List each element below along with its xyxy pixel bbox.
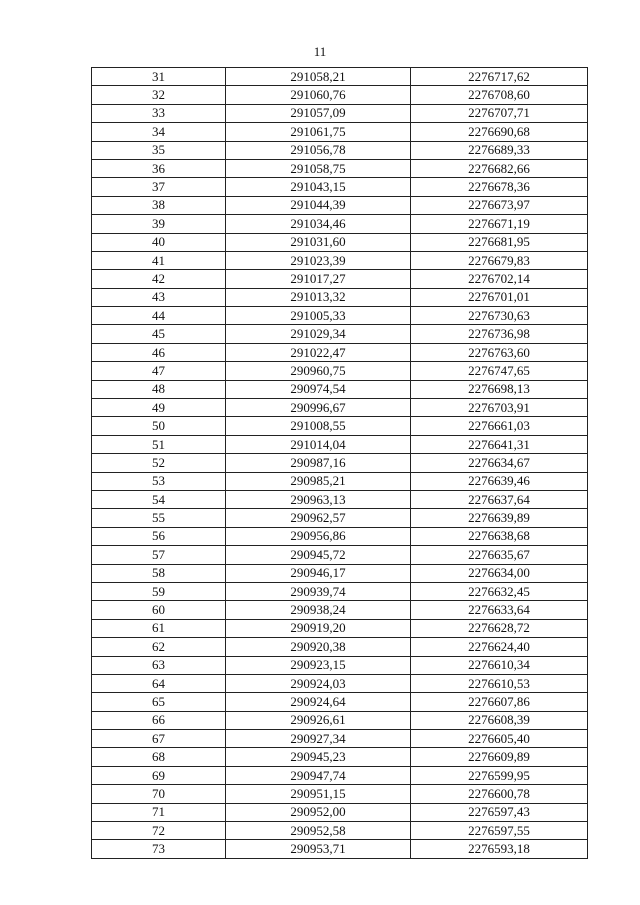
page-number: 11 <box>313 44 327 59</box>
table-row <box>92 196 588 214</box>
y-coordinate-cell: 2276679,83 <box>411 251 588 269</box>
y-coordinate-cell: 2276698,13 <box>411 380 588 398</box>
x-coordinate-cell: 291023,39 <box>226 251 411 269</box>
point-number-cell: 42 <box>92 270 226 288</box>
y-coordinate-cell: 2276701,01 <box>411 288 588 306</box>
point-number-cell: 38 <box>92 196 226 214</box>
x-coordinate-cell: 290960,75 <box>226 362 411 380</box>
x-coordinate-cell: 290923,15 <box>226 656 411 674</box>
table-row <box>92 638 588 656</box>
y-coordinate-cell: 2276634,00 <box>411 564 588 582</box>
table-row <box>92 546 588 564</box>
table-row <box>92 178 588 196</box>
y-coordinate-cell: 2276609,89 <box>411 748 588 766</box>
y-coordinate-cell: 2276597,43 <box>411 803 588 821</box>
x-coordinate-cell: 290947,74 <box>226 766 411 784</box>
table-row <box>92 564 588 582</box>
point-number-cell: 39 <box>92 215 226 233</box>
point-number-cell: 40 <box>92 233 226 251</box>
point-number-cell: 46 <box>92 343 226 361</box>
y-coordinate-cell: 2276641,31 <box>411 435 588 453</box>
x-coordinate-cell: 291031,60 <box>226 233 411 251</box>
table-row <box>92 380 588 398</box>
y-coordinate-cell: 2276703,91 <box>411 399 588 417</box>
y-coordinate-cell: 2276633,64 <box>411 601 588 619</box>
x-coordinate-cell: 290953,71 <box>226 840 411 858</box>
point-number-cell: 69 <box>92 766 226 784</box>
table-row <box>92 417 588 435</box>
y-coordinate-cell: 2276638,68 <box>411 527 588 545</box>
table-row <box>92 288 588 306</box>
y-coordinate-cell: 2276608,39 <box>411 711 588 729</box>
y-coordinate-cell: 2276637,64 <box>411 490 588 508</box>
y-coordinate-cell: 2276682,66 <box>411 159 588 177</box>
point-number-cell: 41 <box>92 251 226 269</box>
point-number-cell: 51 <box>92 435 226 453</box>
point-number-cell: 32 <box>92 86 226 104</box>
y-coordinate-cell: 2276600,78 <box>411 785 588 803</box>
table-row <box>92 307 588 325</box>
x-coordinate-cell: 291022,47 <box>226 343 411 361</box>
point-number-cell: 33 <box>92 104 226 122</box>
x-coordinate-cell: 290946,17 <box>226 564 411 582</box>
x-coordinate-cell: 290974,54 <box>226 380 411 398</box>
y-coordinate-cell: 2276730,63 <box>411 307 588 325</box>
table-row <box>92 711 588 729</box>
y-coordinate-cell: 2276605,40 <box>411 730 588 748</box>
x-coordinate-cell: 290951,15 <box>226 785 411 803</box>
point-number-cell: 70 <box>92 785 226 803</box>
x-coordinate-cell: 291017,27 <box>226 270 411 288</box>
table-row <box>92 141 588 159</box>
y-coordinate-cell: 2276628,72 <box>411 619 588 637</box>
y-coordinate-cell: 2276661,03 <box>411 417 588 435</box>
y-coordinate-cell: 2276597,55 <box>411 822 588 840</box>
coordinates-table <box>91 67 588 859</box>
x-coordinate-cell: 291014,04 <box>226 435 411 453</box>
x-coordinate-cell: 291044,39 <box>226 196 411 214</box>
x-coordinate-cell: 290920,38 <box>226 638 411 656</box>
table-row <box>92 601 588 619</box>
table-row <box>92 822 588 840</box>
point-number-cell: 52 <box>92 454 226 472</box>
y-coordinate-cell: 2276610,53 <box>411 674 588 692</box>
x-coordinate-cell: 290963,13 <box>226 490 411 508</box>
point-number-cell: 55 <box>92 509 226 527</box>
x-coordinate-cell: 291056,78 <box>226 141 411 159</box>
point-number-cell: 61 <box>92 619 226 637</box>
table-row <box>92 582 588 600</box>
point-number-cell: 57 <box>92 546 226 564</box>
x-coordinate-cell: 290924,64 <box>226 693 411 711</box>
point-number-cell: 31 <box>92 68 226 86</box>
table-row <box>92 454 588 472</box>
x-coordinate-cell: 290938,24 <box>226 601 411 619</box>
point-number-cell: 53 <box>92 472 226 490</box>
y-coordinate-cell: 2276747,65 <box>411 362 588 380</box>
point-number-cell: 50 <box>92 417 226 435</box>
x-coordinate-cell: 291013,32 <box>226 288 411 306</box>
point-number-cell: 67 <box>92 730 226 748</box>
y-coordinate-cell: 2276763,60 <box>411 343 588 361</box>
y-coordinate-cell: 2276717,62 <box>411 68 588 86</box>
point-number-cell: 66 <box>92 711 226 729</box>
x-coordinate-cell: 290939,74 <box>226 582 411 600</box>
table-row <box>92 840 588 858</box>
y-coordinate-cell: 2276681,95 <box>411 233 588 251</box>
point-number-cell: 68 <box>92 748 226 766</box>
y-coordinate-cell: 2276673,97 <box>411 196 588 214</box>
point-number-cell: 47 <box>92 362 226 380</box>
x-coordinate-cell: 290987,16 <box>226 454 411 472</box>
table-row <box>92 490 588 508</box>
table-row <box>92 730 588 748</box>
x-coordinate-cell: 290924,03 <box>226 674 411 692</box>
point-number-cell: 54 <box>92 490 226 508</box>
table-row <box>92 399 588 417</box>
x-coordinate-cell: 290926,61 <box>226 711 411 729</box>
y-coordinate-cell: 2276634,67 <box>411 454 588 472</box>
table-row <box>92 270 588 288</box>
x-coordinate-cell: 290996,67 <box>226 399 411 417</box>
point-number-cell: 34 <box>92 123 226 141</box>
coordinates-table-body <box>92 68 588 859</box>
point-number-cell: 44 <box>92 307 226 325</box>
x-coordinate-cell: 290952,58 <box>226 822 411 840</box>
y-coordinate-cell: 2276599,95 <box>411 766 588 784</box>
table-row <box>92 435 588 453</box>
table-row <box>92 68 588 86</box>
x-coordinate-cell: 291043,15 <box>226 178 411 196</box>
table-row <box>92 803 588 821</box>
y-coordinate-cell: 2276639,46 <box>411 472 588 490</box>
x-coordinate-cell: 291029,34 <box>226 325 411 343</box>
x-coordinate-cell: 291008,55 <box>226 417 411 435</box>
x-coordinate-cell: 291061,75 <box>226 123 411 141</box>
table-row <box>92 527 588 545</box>
point-number-cell: 58 <box>92 564 226 582</box>
table-row <box>92 766 588 784</box>
point-number-cell: 59 <box>92 582 226 600</box>
table-row <box>92 159 588 177</box>
y-coordinate-cell: 2276708,60 <box>411 86 588 104</box>
point-number-cell: 56 <box>92 527 226 545</box>
y-coordinate-cell: 2276624,40 <box>411 638 588 656</box>
table-row <box>92 86 588 104</box>
y-coordinate-cell: 2276678,36 <box>411 178 588 196</box>
table-row <box>92 233 588 251</box>
point-number-cell: 45 <box>92 325 226 343</box>
x-coordinate-cell: 290927,34 <box>226 730 411 748</box>
x-coordinate-cell: 291034,46 <box>226 215 411 233</box>
x-coordinate-cell: 290985,21 <box>226 472 411 490</box>
point-number-cell: 43 <box>92 288 226 306</box>
x-coordinate-cell: 291005,33 <box>226 307 411 325</box>
table-row <box>92 123 588 141</box>
y-coordinate-cell: 2276593,18 <box>411 840 588 858</box>
point-number-cell: 37 <box>92 178 226 196</box>
x-coordinate-cell: 290952,00 <box>226 803 411 821</box>
table-row <box>92 619 588 637</box>
x-coordinate-cell: 290962,57 <box>226 509 411 527</box>
y-coordinate-cell: 2276635,67 <box>411 546 588 564</box>
y-coordinate-cell: 2276690,68 <box>411 123 588 141</box>
point-number-cell: 36 <box>92 159 226 177</box>
x-coordinate-cell: 290945,23 <box>226 748 411 766</box>
table-row <box>92 362 588 380</box>
table-row <box>92 215 588 233</box>
x-coordinate-cell: 291058,21 <box>226 68 411 86</box>
point-number-cell: 71 <box>92 803 226 821</box>
table-row <box>92 509 588 527</box>
y-coordinate-cell: 2276736,98 <box>411 325 588 343</box>
x-coordinate-cell: 290956,86 <box>226 527 411 545</box>
table-row <box>92 325 588 343</box>
y-coordinate-cell: 2276632,45 <box>411 582 588 600</box>
point-number-cell: 35 <box>92 141 226 159</box>
table-row <box>92 748 588 766</box>
point-number-cell: 49 <box>92 399 226 417</box>
x-coordinate-cell: 291057,09 <box>226 104 411 122</box>
table-row <box>92 472 588 490</box>
y-coordinate-cell: 2276671,19 <box>411 215 588 233</box>
y-coordinate-cell: 2276707,71 <box>411 104 588 122</box>
y-coordinate-cell: 2276610,34 <box>411 656 588 674</box>
point-number-cell: 65 <box>92 693 226 711</box>
point-number-cell: 48 <box>92 380 226 398</box>
table-row <box>92 656 588 674</box>
table-row <box>92 693 588 711</box>
table-row <box>92 674 588 692</box>
table-row <box>92 251 588 269</box>
x-coordinate-cell: 290945,72 <box>226 546 411 564</box>
point-number-cell: 64 <box>92 674 226 692</box>
x-coordinate-cell: 290919,20 <box>226 619 411 637</box>
table-row <box>92 343 588 361</box>
y-coordinate-cell: 2276702,14 <box>411 270 588 288</box>
y-coordinate-cell: 2276639,89 <box>411 509 588 527</box>
y-coordinate-cell: 2276689,33 <box>411 141 588 159</box>
point-number-cell: 72 <box>92 822 226 840</box>
point-number-cell: 60 <box>92 601 226 619</box>
point-number-cell: 63 <box>92 656 226 674</box>
table-row <box>92 104 588 122</box>
x-coordinate-cell: 291058,75 <box>226 159 411 177</box>
point-number-cell: 73 <box>92 840 226 858</box>
point-number-cell: 62 <box>92 638 226 656</box>
x-coordinate-cell: 291060,76 <box>226 86 411 104</box>
y-coordinate-cell: 2276607,86 <box>411 693 588 711</box>
table-row <box>92 785 588 803</box>
